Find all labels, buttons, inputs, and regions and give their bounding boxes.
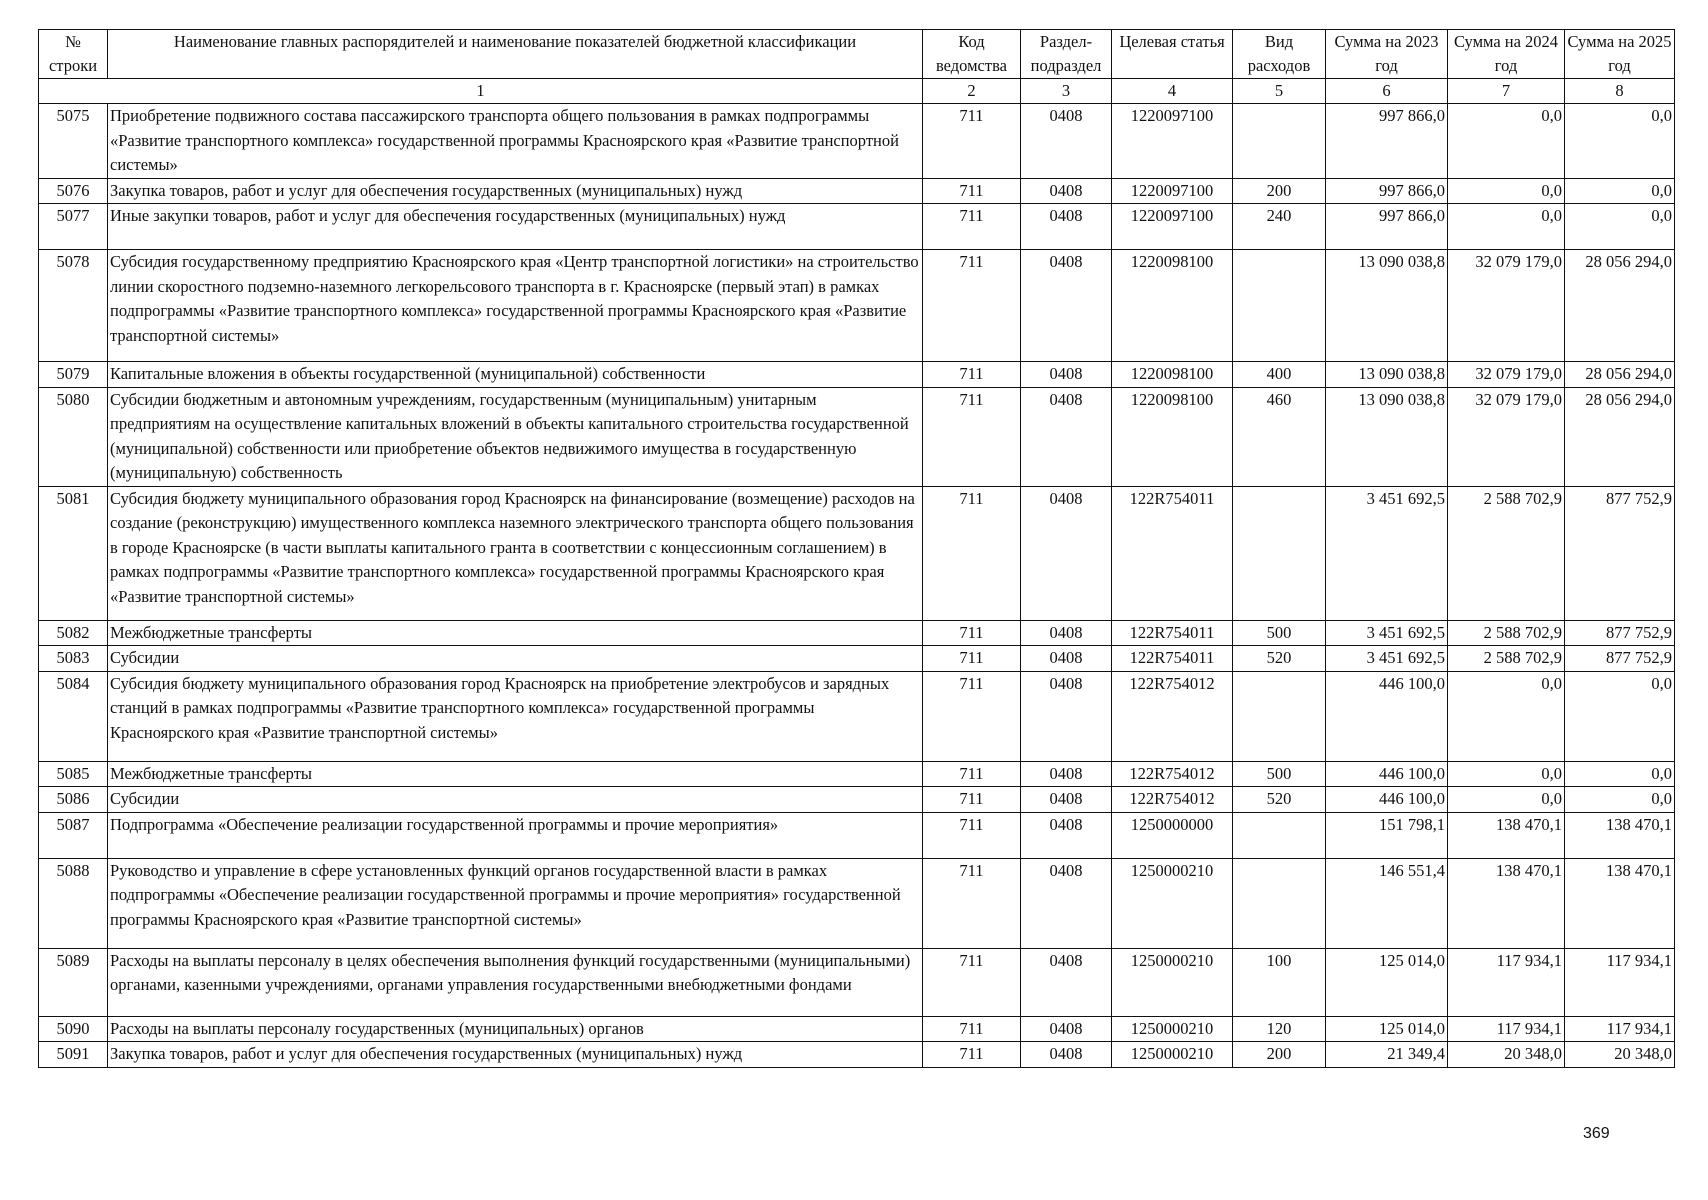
row-section: 0408 (1021, 387, 1112, 486)
row-sum-2024: 0,0 (1448, 671, 1565, 761)
row-sum-2025: 0,0 (1565, 671, 1675, 761)
row-number: 5077 (39, 204, 108, 250)
row-section: 0408 (1021, 250, 1112, 362)
row-sum-2024: 117 934,1 (1448, 948, 1565, 1016)
row-sum-2025: 28 056 294,0 (1565, 362, 1675, 388)
row-name: Подпрограмма «Обеспечение реализации государственной программы и прочие мероприятия» (108, 812, 923, 858)
row-number: 5088 (39, 858, 108, 948)
row-name: Приобретение подвижного состава пассажирского транспорта общего пользования в рамках подпрограммы «Развитие транспортного комплекса» государственной программы Красноярского края «Развитие транспортной системы» (108, 104, 923, 179)
row-sum-2023: 21 349,4 (1326, 1042, 1448, 1068)
row-section: 0408 (1021, 858, 1112, 948)
row-dept-code: 711 (923, 387, 1021, 486)
row-expense-kind: 400 (1233, 362, 1326, 388)
row-sum-2025: 877 752,9 (1565, 486, 1675, 620)
row-dept-code: 711 (923, 671, 1021, 761)
row-dept-code: 711 (923, 486, 1021, 620)
table-row (39, 812, 1675, 858)
row-sum-2023: 446 100,0 (1326, 787, 1448, 813)
row-name: Расходы на выплаты персоналу государственных (муниципальных) органов (108, 1016, 923, 1042)
row-sum-2025: 0,0 (1565, 104, 1675, 179)
row-number: 5082 (39, 620, 108, 646)
row-number: 5079 (39, 362, 108, 388)
row-expense-kind: 100 (1233, 948, 1326, 1016)
row-dept-code: 711 (923, 812, 1021, 858)
row-expense-kind: 520 (1233, 787, 1326, 813)
row-name: Межбюджетные трансферты (108, 761, 923, 787)
row-sum-2024: 0,0 (1448, 787, 1565, 813)
row-number: 5075 (39, 104, 108, 179)
column-number: 3 (1021, 79, 1112, 104)
row-sum-2025: 138 470,1 (1565, 812, 1675, 858)
row-sum-2024: 117 934,1 (1448, 1016, 1565, 1042)
row-section: 0408 (1021, 204, 1112, 250)
table-row (39, 858, 1675, 948)
row-sum-2024: 32 079 179,0 (1448, 250, 1565, 362)
row-sum-2025: 20 348,0 (1565, 1042, 1675, 1068)
row-target: 1250000210 (1112, 1042, 1233, 1068)
column-number: 2 (923, 79, 1021, 104)
row-section: 0408 (1021, 787, 1112, 813)
row-number: 5085 (39, 761, 108, 787)
row-section: 0408 (1021, 671, 1112, 761)
row-section: 0408 (1021, 620, 1112, 646)
row-target: 1220097100 (1112, 178, 1233, 204)
row-expense-kind (1233, 486, 1326, 620)
row-number: 5081 (39, 486, 108, 620)
row-expense-kind: 460 (1233, 387, 1326, 486)
row-sum-2024: 0,0 (1448, 178, 1565, 204)
row-sum-2024: 32 079 179,0 (1448, 362, 1565, 388)
row-expense-kind (1233, 858, 1326, 948)
row-sum-2024: 2 588 702,9 (1448, 620, 1565, 646)
row-target: 122R754011 (1112, 486, 1233, 620)
table-row (39, 1042, 1675, 1068)
row-expense-kind (1233, 104, 1326, 179)
row-sum-2023: 13 090 038,8 (1326, 250, 1448, 362)
row-number: 5087 (39, 812, 108, 858)
row-sum-2024: 0,0 (1448, 204, 1565, 250)
row-target: 1220098100 (1112, 387, 1233, 486)
row-sum-2023: 3 451 692,5 (1326, 620, 1448, 646)
row-sum-2023: 446 100,0 (1326, 761, 1448, 787)
row-section: 0408 (1021, 1016, 1112, 1042)
row-name: Субсидии (108, 646, 923, 672)
header-sum-2025: Сумма на 2025 год (1565, 30, 1675, 79)
row-expense-kind: 500 (1233, 620, 1326, 646)
row-name: Субсидии (108, 787, 923, 813)
row-number: 5084 (39, 671, 108, 761)
row-target: 122R754012 (1112, 671, 1233, 761)
row-sum-2023: 446 100,0 (1326, 671, 1448, 761)
row-number: 5083 (39, 646, 108, 672)
row-name: Закупка товаров, работ и услуг для обеспечения государственных (муниципальных) нужд (108, 178, 923, 204)
table-row (39, 362, 1675, 388)
table-body (39, 104, 1675, 1068)
row-target: 122R754011 (1112, 646, 1233, 672)
row-name: Субсидия бюджету муниципального образования город Красноярск на финансирование (возмещение) расходов на создание (реконструкцию) имущественного комплекса наземного электрического транспорта общего пользования в городе Красноярске (в части выплаты капитального гранта в соответствии с концессионным соглашением) в рамках подпрограммы «Развитие транспортного комплекса» государственной программы Красноярского края «Развитие транспортной системы» (108, 486, 923, 620)
header-expense-kind: Вид расходов (1233, 30, 1326, 79)
row-number: 5078 (39, 250, 108, 362)
column-number-row (39, 79, 1675, 104)
column-number: 6 (1326, 79, 1448, 104)
budget-table (38, 29, 1675, 1068)
row-name: Руководство и управление в сфере установленных функций органов государственной власти в рамках подпрограммы «Обеспечение реализации государственной программы и прочие мероприятия» государственной программы Красноярского края «Развитие транспортной системы» (108, 858, 923, 948)
row-target: 122R754011 (1112, 620, 1233, 646)
row-number: 5080 (39, 387, 108, 486)
header-target: Целевая статья (1112, 30, 1233, 79)
row-expense-kind (1233, 671, 1326, 761)
row-sum-2024: 138 470,1 (1448, 812, 1565, 858)
header-dept-code: Код ведомства (923, 30, 1021, 79)
row-target: 1250000210 (1112, 1016, 1233, 1042)
row-dept-code: 711 (923, 858, 1021, 948)
row-dept-code: 711 (923, 646, 1021, 672)
table-row (39, 178, 1675, 204)
row-sum-2024: 0,0 (1448, 104, 1565, 179)
row-section: 0408 (1021, 1042, 1112, 1068)
row-target: 1220098100 (1112, 250, 1233, 362)
table-row (39, 387, 1675, 486)
row-dept-code: 711 (923, 362, 1021, 388)
row-sum-2024: 2 588 702,9 (1448, 646, 1565, 672)
header-name: Наименование главных распорядителей и наименование показателей бюджетной классификации (108, 30, 923, 79)
table-row (39, 486, 1675, 620)
row-sum-2023: 125 014,0 (1326, 1016, 1448, 1042)
table-header (39, 30, 1675, 104)
row-section: 0408 (1021, 178, 1112, 204)
header-sum-2023: Сумма на 2023 год (1326, 30, 1448, 79)
row-sum-2023: 125 014,0 (1326, 948, 1448, 1016)
row-sum-2025: 0,0 (1565, 204, 1675, 250)
header-row-no: № строки (39, 30, 108, 79)
row-target: 1220097100 (1112, 104, 1233, 179)
row-section: 0408 (1021, 362, 1112, 388)
row-dept-code: 711 (923, 104, 1021, 179)
row-sum-2025: 877 752,9 (1565, 620, 1675, 646)
row-number: 5076 (39, 178, 108, 204)
table-row (39, 1016, 1675, 1042)
row-sum-2023: 146 551,4 (1326, 858, 1448, 948)
row-sum-2025: 28 056 294,0 (1565, 250, 1675, 362)
row-expense-kind: 500 (1233, 761, 1326, 787)
row-dept-code: 711 (923, 787, 1021, 813)
row-target: 1220097100 (1112, 204, 1233, 250)
table-row (39, 204, 1675, 250)
row-dept-code: 711 (923, 250, 1021, 362)
row-section: 0408 (1021, 948, 1112, 1016)
row-name: Субсидия бюджету муниципального образования город Красноярск на приобретение электробусов и зарядных станций в рамках подпрограммы «Развитие транспортного комплекса» государственной программы Красноярского края «Развитие транспортной системы» (108, 671, 923, 761)
row-number: 5091 (39, 1042, 108, 1068)
row-name: Иные закупки товаров, работ и услуг для обеспечения государственных (муниципальных) нужд (108, 204, 923, 250)
row-sum-2024: 2 588 702,9 (1448, 486, 1565, 620)
row-target: 1250000210 (1112, 948, 1233, 1016)
row-sum-2024: 138 470,1 (1448, 858, 1565, 948)
table-row (39, 948, 1675, 1016)
row-name: Межбюджетные трансферты (108, 620, 923, 646)
row-sum-2025: 0,0 (1565, 761, 1675, 787)
table-row (39, 671, 1675, 761)
row-name: Закупка товаров, работ и услуг для обеспечения государственных (муниципальных) нужд (108, 1042, 923, 1068)
row-sum-2025: 877 752,9 (1565, 646, 1675, 672)
row-name: Капитальные вложения в объекты государственной (муниципальной) собственности (108, 362, 923, 388)
row-section: 0408 (1021, 812, 1112, 858)
table-row (39, 787, 1675, 813)
row-sum-2023: 997 866,0 (1326, 204, 1448, 250)
column-number: 7 (1448, 79, 1565, 104)
row-sum-2023: 13 090 038,8 (1326, 387, 1448, 486)
table-row (39, 646, 1675, 672)
header-row (39, 30, 1675, 79)
row-dept-code: 711 (923, 1016, 1021, 1042)
row-section: 0408 (1021, 104, 1112, 179)
row-target: 122R754012 (1112, 787, 1233, 813)
row-dept-code: 711 (923, 761, 1021, 787)
row-name: Субсидия государственному предприятию Красноярского края «Центр транспортной логистики» на строительство линии скоростного подземно-наземного легкорельсового транспорта в г. Красноярске (первый этап) в рамках подпрограммы «Развитие транспортного комплекса» государственной программы Красноярского края «Развитие транспортной системы» (108, 250, 923, 362)
row-expense-kind: 200 (1233, 1042, 1326, 1068)
row-expense-kind: 520 (1233, 646, 1326, 672)
row-dept-code: 711 (923, 948, 1021, 1016)
row-dept-code: 711 (923, 1042, 1021, 1068)
row-expense-kind: 120 (1233, 1016, 1326, 1042)
table-row (39, 104, 1675, 179)
row-number: 5086 (39, 787, 108, 813)
row-sum-2023: 151 798,1 (1326, 812, 1448, 858)
row-sum-2023: 997 866,0 (1326, 104, 1448, 179)
row-sum-2025: 28 056 294,0 (1565, 387, 1675, 486)
column-number: 8 (1565, 79, 1675, 104)
row-target: 1250000210 (1112, 858, 1233, 948)
row-expense-kind (1233, 812, 1326, 858)
row-sum-2025: 117 934,1 (1565, 1016, 1675, 1042)
header-section: Раздел-подраздел (1021, 30, 1112, 79)
row-sum-2023: 3 451 692,5 (1326, 646, 1448, 672)
row-section: 0408 (1021, 761, 1112, 787)
row-expense-kind: 200 (1233, 178, 1326, 204)
row-target: 1250000000 (1112, 812, 1233, 858)
row-sum-2025: 0,0 (1565, 178, 1675, 204)
row-sum-2023: 13 090 038,8 (1326, 362, 1448, 388)
row-sum-2023: 3 451 692,5 (1326, 486, 1448, 620)
row-section: 0408 (1021, 486, 1112, 620)
row-target: 1220098100 (1112, 362, 1233, 388)
row-dept-code: 711 (923, 178, 1021, 204)
row-sum-2023: 997 866,0 (1326, 178, 1448, 204)
table-row (39, 250, 1675, 362)
table-row (39, 761, 1675, 787)
row-dept-code: 711 (923, 204, 1021, 250)
table-row (39, 620, 1675, 646)
column-number-1-spanning: 1 (39, 79, 923, 104)
column-number: 4 (1112, 79, 1233, 104)
row-sum-2025: 117 934,1 (1565, 948, 1675, 1016)
row-dept-code: 711 (923, 620, 1021, 646)
row-section: 0408 (1021, 646, 1112, 672)
row-sum-2024: 20 348,0 (1448, 1042, 1565, 1068)
row-sum-2024: 0,0 (1448, 761, 1565, 787)
row-sum-2024: 32 079 179,0 (1448, 387, 1565, 486)
row-sum-2025: 138 470,1 (1565, 858, 1675, 948)
column-number: 5 (1233, 79, 1326, 104)
row-expense-kind: 240 (1233, 204, 1326, 250)
row-sum-2025: 0,0 (1565, 787, 1675, 813)
row-number: 5090 (39, 1016, 108, 1042)
header-sum-2024: Сумма на 2024 год (1448, 30, 1565, 79)
row-number: 5089 (39, 948, 108, 1016)
page-number: 369 (1583, 1125, 1610, 1142)
row-name: Субсидии бюджетным и автономным учреждениям, государственным (муниципальным) унитарным предприятиям на осуществление капитальных вложений в объекты капитального строительства государственной (муниципальной) собственности или приобретение объектов недвижимого имущества в государственную (муниципальную) собственность (108, 387, 923, 486)
row-expense-kind (1233, 250, 1326, 362)
row-name: Расходы на выплаты персоналу в целях обеспечения выполнения функций государственными (муниципальными) органами, казенными учреждениями, органами управления государственными внебюджетными фондами (108, 948, 923, 1016)
row-target: 122R754012 (1112, 761, 1233, 787)
